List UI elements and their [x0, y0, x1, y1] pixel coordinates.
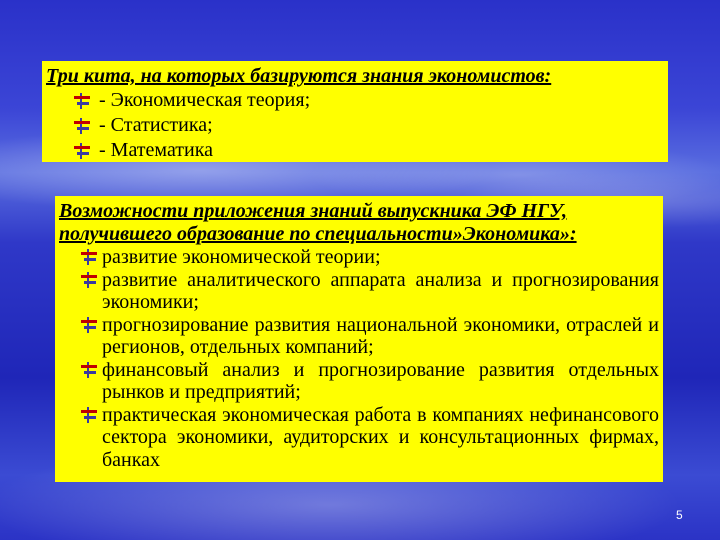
flag-bullet-icon [74, 118, 92, 134]
list-item [59, 246, 663, 269]
list-item [59, 269, 663, 314]
list-item-text: - Экономическая теория; [99, 89, 311, 111]
list-item [46, 138, 668, 163]
list-item-text: - Статистика; [99, 114, 213, 136]
list-item-text: развитие аналитического аппарата анализа и прогнозирования экономики; [102, 268, 659, 313]
list-item-text: прогнозирование развития национальной экономики, отраслей и регионов, отдельных компаний; [102, 313, 659, 358]
list-item-text: - Математика [99, 139, 214, 161]
list-item [59, 359, 663, 404]
flag-bullet-icon [74, 143, 92, 159]
flag-bullet-icon [74, 93, 92, 109]
opportunities-list [59, 246, 663, 471]
flag-bullet-icon [81, 362, 99, 378]
flag-bullet-icon [81, 272, 99, 288]
list-item-text: практическая экономическая работа в компаниях нефинансового сектора экономики, аудиторских и консультационных фирмах, банках [102, 403, 659, 471]
list-item-text: развитие экономической теории; [102, 246, 381, 268]
list-item [59, 404, 663, 472]
list-item [46, 113, 668, 138]
list-item [46, 88, 668, 113]
opportunities-heading-line1: Возможности приложения знаний выпускника ЭФ НГУ, [59, 200, 567, 222]
pillars-list [46, 88, 668, 163]
list-item [59, 314, 663, 359]
opportunities-heading-line2: получившего образование по специальности»Экономика»: [59, 223, 577, 245]
flag-bullet-icon [81, 407, 99, 423]
list-item-text: финансовый анализ и прогнозирование развития отдельных рынков и предприятий; [102, 358, 659, 403]
graduate-opportunities-box [55, 196, 663, 482]
pillars-heading: Три кита, на которых базируются знания экономистов: [46, 65, 552, 87]
flag-bullet-icon [81, 249, 99, 265]
experts-pillars-box [42, 61, 668, 162]
page-number: 5 [676, 508, 683, 522]
flag-bullet-icon [81, 317, 99, 333]
